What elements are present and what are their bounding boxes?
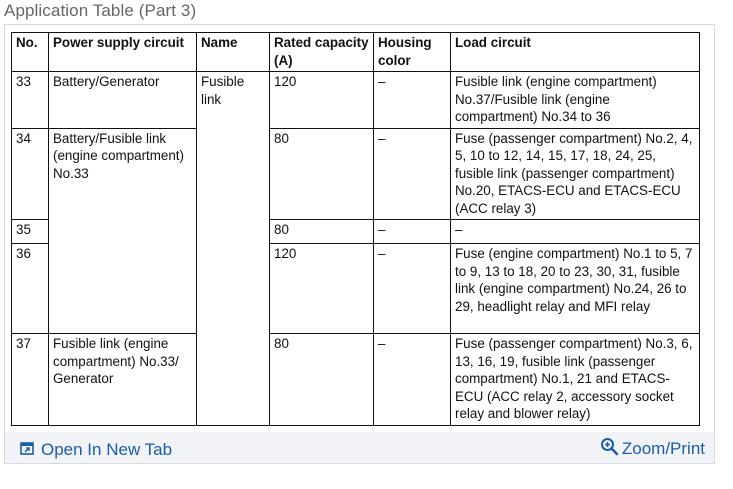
cell-housing: – <box>374 220 451 244</box>
cell-rated: 80 <box>270 334 374 426</box>
cell-rated: 80 <box>270 220 374 244</box>
table-header-row <box>12 33 700 72</box>
table-row <box>12 128 700 220</box>
cell-housing: – <box>374 72 451 129</box>
zoom-icon <box>600 437 622 461</box>
cell-rated: 80 <box>270 128 374 220</box>
header-rated-capacity: Rated capacity (A) <box>270 33 374 72</box>
open-in-new-tab-label: Open In New Tab <box>41 440 173 459</box>
zoom-print-link[interactable] <box>600 437 705 461</box>
cell-power-supply: Battery/Generator <box>49 72 197 129</box>
open-in-new-tab-link[interactable] <box>20 440 172 460</box>
page-title: Application Table (Part 3) <box>4 1 197 20</box>
cell-name: Fusible link <box>197 72 270 426</box>
cell-load: Fuse (passenger compartment) No.2, 4, 5, 10 to 12, 14, 15, 17, 18, 24, 25, fusible link (passenger compartment) No.20, ETACS-ECU and ETACS-ECU (ACC relay 3) <box>451 128 700 220</box>
cell-power-supply: Fusible link (engine compartment) No.33/ Generator <box>49 334 197 426</box>
header-load-circuit: Load circuit <box>451 33 700 72</box>
table-row <box>12 72 700 129</box>
cell-no: 34 <box>12 128 49 220</box>
zoom-print-label: Zoom/Print <box>621 439 705 458</box>
cell-load: – <box>451 220 700 244</box>
cell-no: 36 <box>12 244 49 334</box>
cell-no: 33 <box>12 72 49 129</box>
cell-load: Fuse (passenger compartment) No.3, 6, 13, 16, 19, fusible link (passenger compartment) No.1, 21 and ETACS-ECU (ACC relay 2, accessory socket relay and blower relay) <box>451 334 700 426</box>
header-name: Name <box>197 33 270 72</box>
cell-load: Fusible link (engine compartment) No.37/Fusible link (engine compartment) No.34 to 36 <box>451 72 700 129</box>
header-no: No. <box>12 33 49 72</box>
cell-rated: 120 <box>270 72 374 129</box>
cell-load: Fuse (engine compartment) No.1 to 5, 7 to 9, 13 to 18, 20 to 23, 30, 31, fusible link (engine compartment) No.24, 26 to 29, headlight relay and MFI relay <box>451 244 700 334</box>
cell-rated: 120 <box>270 244 374 334</box>
cell-housing: – <box>374 128 451 220</box>
cell-power-supply: Battery/Fusible link (engine compartment) No.33 <box>49 128 197 334</box>
header-power-supply: Power supply circuit <box>49 33 197 72</box>
application-table <box>11 32 700 426</box>
cell-housing: – <box>374 244 451 334</box>
cell-no: 37 <box>12 334 49 426</box>
cell-housing: – <box>374 334 451 426</box>
table-row <box>12 334 700 426</box>
open-tab-icon <box>20 440 41 460</box>
table-footer <box>4 432 715 464</box>
cell-no: 35 <box>12 220 49 244</box>
header-housing-color: Housing color <box>374 33 451 72</box>
